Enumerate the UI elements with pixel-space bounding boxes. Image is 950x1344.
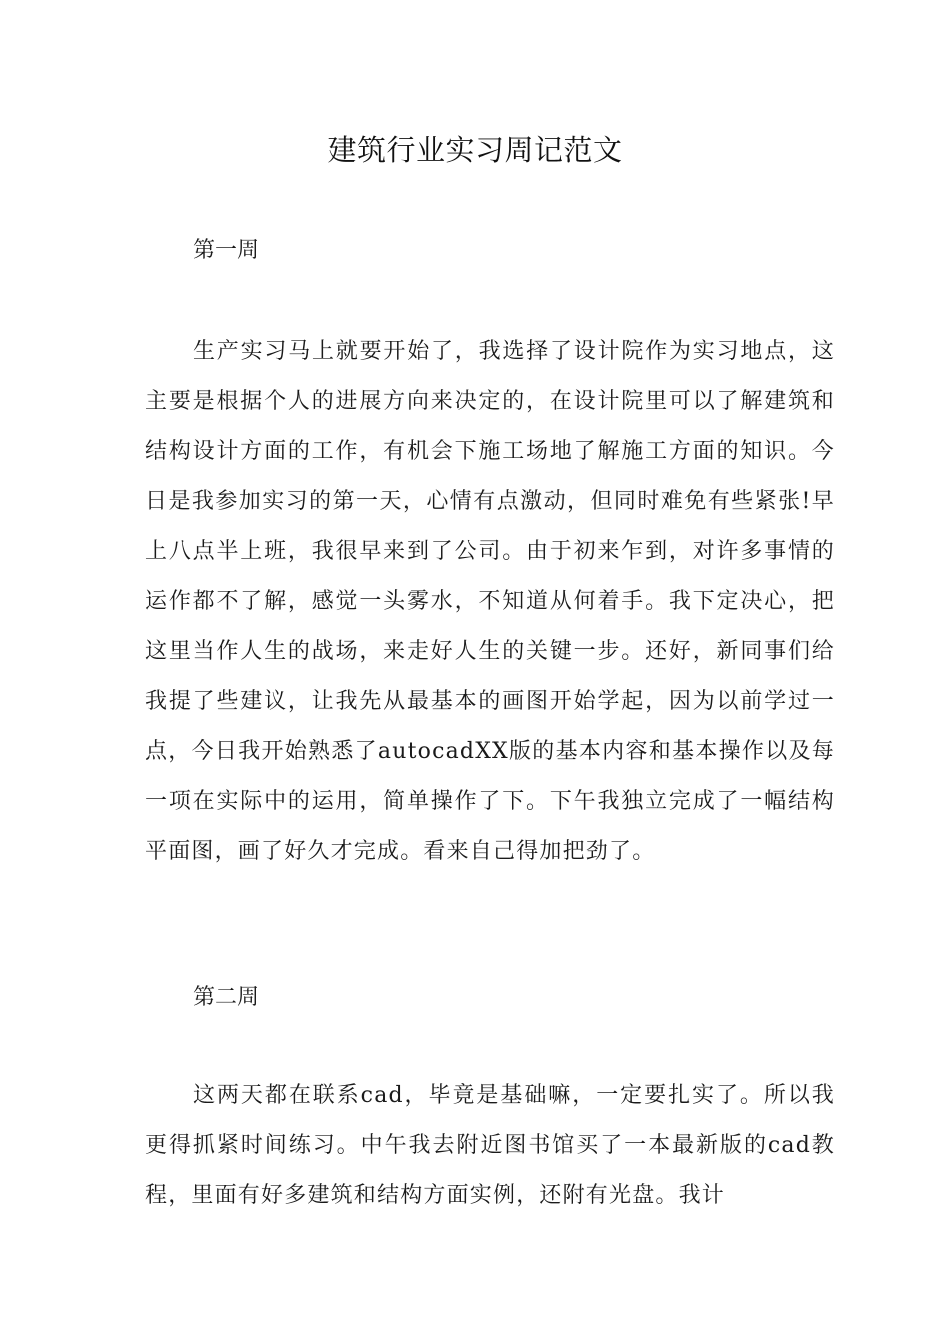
- section-heading-week-2: 第二周: [193, 985, 260, 1010]
- section-paragraph-week-1: 生产实习马上就要开始了，我选择了设计院作为实习地点，这主要是根据个人的进展方向来决定的，在设计院里可以了解建筑和结构设计方面的工作，有机会下施工场地了解施工方面的知识。今日是我参加实习的第一天，心情有点激动，但同时难免有些紧张!早上八点半上班，我很早来到了公司。由于初来乍到，对许多事情的运作都不了解，感觉一头雾水，不知道从何着手。我下定决心，把这里当作人生的战场，来走好人生的关键一步。还好，新同事们给我提了些建议，让我先从最基本的画图开始学起，因为以前学过一点，今日我开始熟悉了autocadXX版的基本内容和基本操作以及每一项在实际中的运用，简单操作了下。下午我独立完成了一幅结构平面图，画了好久才完成。看来自己得加把劲了。: [145, 339, 835, 864]
- document-title: 建筑行业实习周记范文: [327, 133, 623, 167]
- section-heading-week-1: 第一周: [193, 238, 260, 263]
- section-paragraph-week-2: 这两天都在联系cad，毕竟是基础嘛，一定要扎实了。所以我更得抓紧时间练习。中午我去附近图书馆买了一本最新版的cad教程，里面有好多建筑和结构方面实例，还附有光盘。我计: [145, 1083, 835, 1208]
